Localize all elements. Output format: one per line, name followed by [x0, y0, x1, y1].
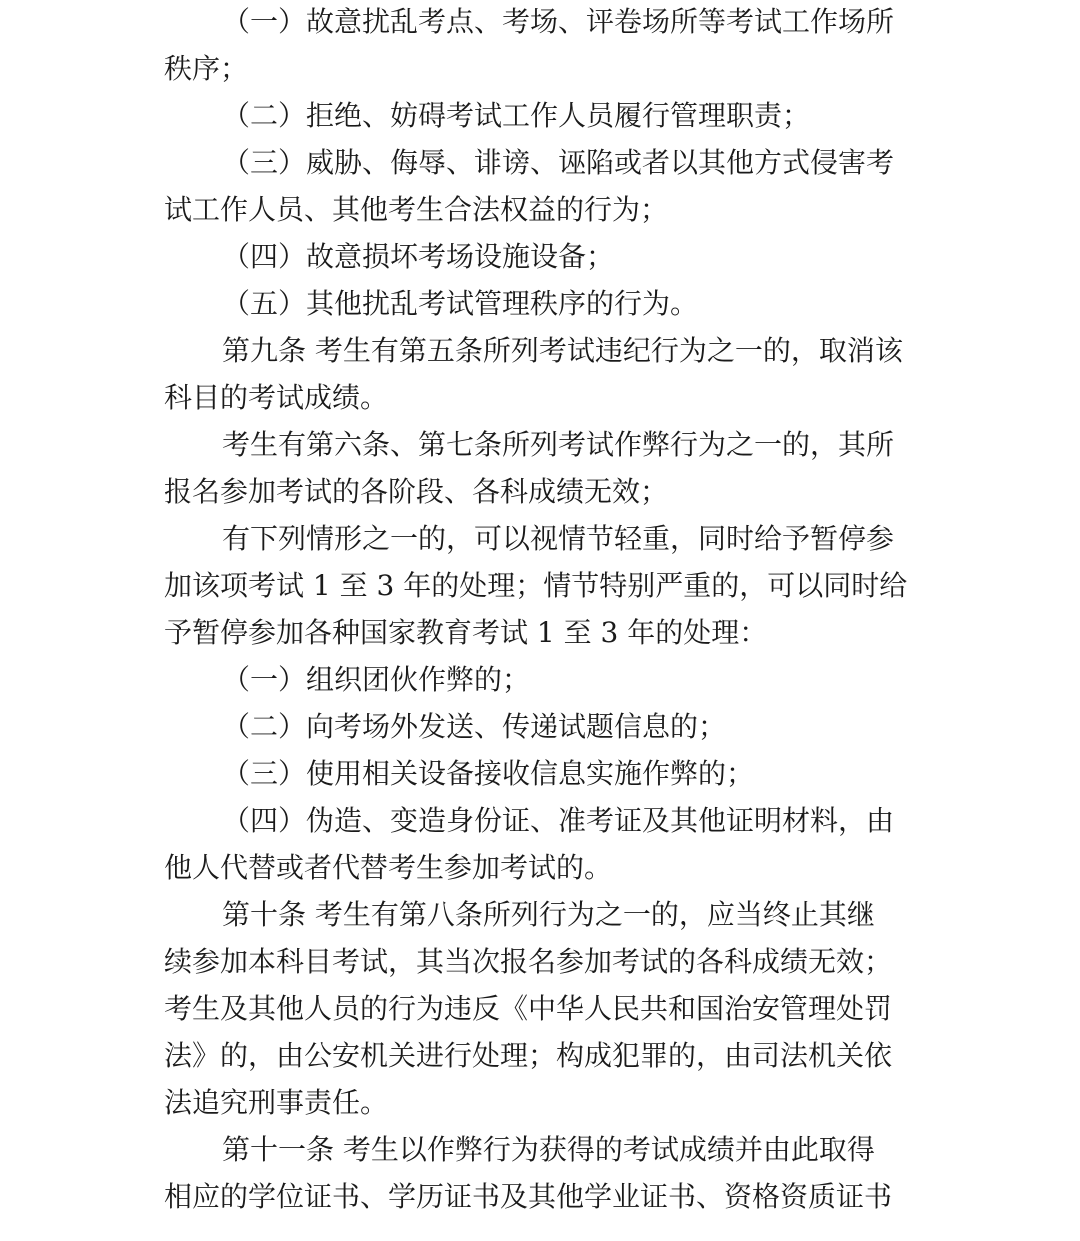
text-line: 第九条 考生有第五条所列考试违纪行为之一的，取消该	[222, 334, 903, 367]
text-line: 法》的，由公安机关进行处理；构成犯罪的，由司法机关依	[164, 1039, 893, 1072]
text-line: 有下列情形之一的，可以视情节轻重，同时给予暂停参	[222, 522, 895, 555]
text-line: 第十条 考生有第八条所列行为之一的，应当终止其继	[222, 898, 875, 931]
text-line: 考生有第六条、第七条所列考试作弊行为之一的，其所	[222, 428, 895, 461]
text-line: 相应的学位证书、学历证书及其他学业证书、资格资质证书	[164, 1180, 893, 1213]
text-line: （四）伪造、变造身份证、准考证及其他证明材料，由	[222, 804, 895, 837]
text-line: 科目的考试成绩。	[164, 381, 389, 414]
text-line: 续参加本科目考试，其当次报名参加考试的各科成绩无效；	[164, 945, 893, 978]
text-line: 报名参加考试的各阶段、各科成绩无效；	[164, 475, 669, 508]
text-line: （四）故意损坏考场设施设备；	[222, 240, 615, 273]
text-line: 加该项考试 1 至 3 年的处理；情节特别严重的，可以同时给	[164, 569, 908, 602]
text-line: （五）其他扰乱考试管理秩序的行为。	[222, 287, 699, 320]
text-line: （二）拒绝、妨碍考试工作人员履行管理职责；	[222, 99, 811, 132]
text-line: （三）使用相关设备接收信息实施作弊的；	[222, 757, 755, 790]
text-line: 予暂停参加各种国家教育考试 1 至 3 年的处理：	[164, 616, 768, 649]
text-line: 考生及其他人员的行为违反《中华人民共和国治安管理处罚	[164, 992, 893, 1025]
text-line: 第十一条 考生以作弊行为获得的考试成绩并由此取得	[222, 1133, 875, 1166]
text-line: （二）向考场外发送、传递试题信息的；	[222, 710, 727, 743]
text-line: （三）威胁、侮辱、诽谤、诬陷或者以其他方式侵害考	[222, 146, 895, 179]
text-line: 秩序；	[164, 52, 249, 85]
text-line: （一）故意扰乱考点、考场、评卷场所等考试工作场所	[222, 5, 895, 38]
text-line: 他人代替或者代替考生参加考试的。	[164, 851, 613, 884]
text-line: 试工作人员、其他考生合法权益的行为；	[164, 193, 669, 226]
text-line: （一）组织团伙作弊的；	[222, 663, 531, 696]
text-line: 法追究刑事责任。	[164, 1086, 389, 1119]
